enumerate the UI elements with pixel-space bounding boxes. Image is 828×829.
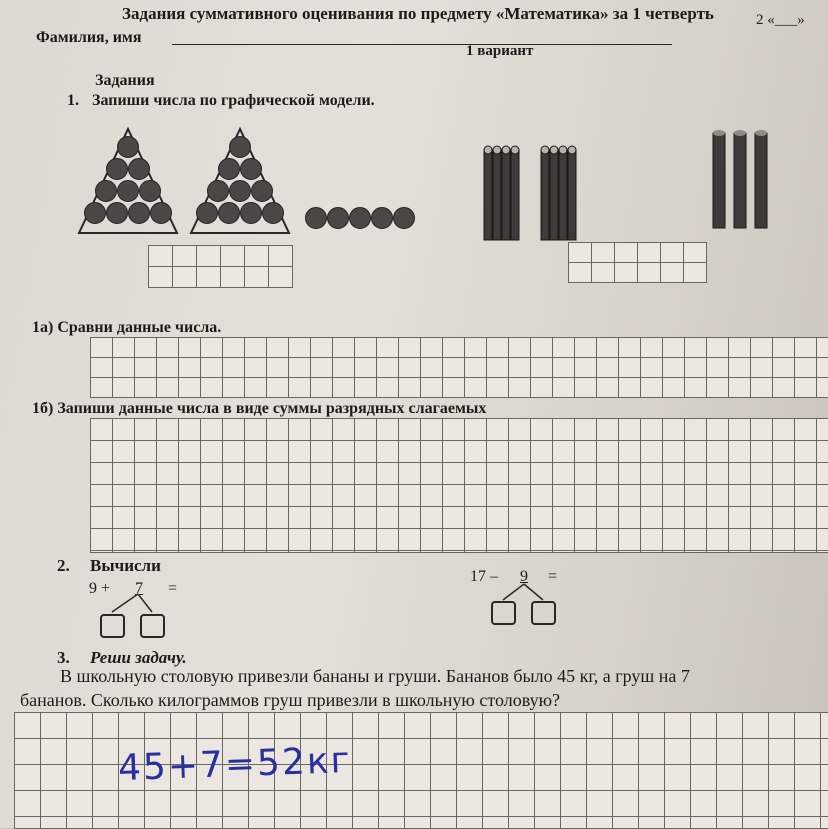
ten-bundle-top <box>502 146 510 154</box>
name-label: Фамилия, имя <box>36 29 142 46</box>
ten-bundle-stick <box>511 150 519 240</box>
hundred-triangle-ball <box>129 159 150 180</box>
grade-label: 2 «___» <box>756 12 805 28</box>
ten-bundle-stick <box>541 150 549 240</box>
unit-ball <box>394 208 415 229</box>
single-stick <box>755 133 767 228</box>
task2-text: Вычисли <box>90 556 161 575</box>
unit-ball <box>328 208 349 229</box>
single-stick <box>713 133 725 228</box>
compare-grid[interactable] <box>90 337 828 398</box>
task1a-text: 1а) Сравни данные числа. <box>32 319 222 336</box>
hundred-triangle-ball <box>96 181 117 202</box>
hundred-triangle-ball <box>219 203 240 224</box>
expr2-split-box-right[interactable] <box>531 601 556 625</box>
ten-bundle-top <box>484 146 492 154</box>
answer-grid-1[interactable] <box>148 245 293 288</box>
hundred-triangle-ball <box>230 181 251 202</box>
ten-bundle-stick <box>502 150 510 240</box>
hundred-triangle-ball <box>118 181 139 202</box>
answer-grid-2[interactable] <box>568 242 707 283</box>
single-stick-top <box>713 130 725 136</box>
hundred-triangle-ball <box>263 203 284 224</box>
ten-bundle-stick <box>559 150 567 240</box>
hundred-triangle-ball <box>197 203 218 224</box>
hundred-triangle-ball <box>252 181 273 202</box>
expr1-split-box-right[interactable] <box>140 614 165 638</box>
hundred-triangle-ball <box>241 203 262 224</box>
task2-number: 2. <box>57 556 70 575</box>
hundred-triangle-ball <box>85 203 106 224</box>
unit-ball <box>372 208 393 229</box>
single-stick-top <box>734 130 746 136</box>
hundred-triangle-ball <box>151 203 172 224</box>
expr1-operand: 9 + <box>89 580 111 597</box>
ten-bundle-top <box>511 146 519 154</box>
task3-text: Реши задачу. <box>90 648 187 667</box>
hundred-triangle-ball <box>219 159 240 180</box>
expr1-addend: 7 <box>135 580 143 597</box>
expr2-equals: = <box>548 568 558 585</box>
graphic-model <box>0 0 828 260</box>
task1-number: 1. <box>67 92 79 109</box>
unit-ball <box>306 208 327 229</box>
hundred-triangle-ball <box>208 181 229 202</box>
handwritten-answer: 45+7=52кг <box>117 739 353 790</box>
ten-bundle-stick <box>568 150 576 240</box>
ten-bundle-stick <box>493 150 501 240</box>
expr1-split-box-left[interactable] <box>100 614 125 638</box>
hundred-triangle-ball <box>241 159 262 180</box>
hundred-triangle-ball <box>140 181 161 202</box>
ten-bundle-top <box>550 146 558 154</box>
hundred-triangle-ball <box>107 159 128 180</box>
unit-ball <box>350 208 371 229</box>
ten-bundle-top <box>559 146 567 154</box>
single-stick <box>734 133 746 228</box>
task3-number: 3. <box>57 648 70 667</box>
hundred-triangle-ball <box>129 203 150 224</box>
expr2-subtrahend: 9 <box>520 568 528 585</box>
ten-bundle-stick <box>484 150 492 240</box>
task3-problem-line1: В школьную столовую привезли бананы и груши. Бананов было 45 кг, а груш на 7 <box>60 666 690 686</box>
ten-bundle-stick <box>550 150 558 240</box>
hundred-triangle-ball <box>107 203 128 224</box>
hundred-triangle-ball <box>230 137 251 158</box>
expr2-operand: 17 – <box>470 568 498 585</box>
expr1-equals: = <box>168 580 178 597</box>
ten-bundle-top <box>493 146 501 154</box>
ten-bundle-top <box>541 146 549 154</box>
variant-label: 1 вариант <box>466 43 534 59</box>
hundred-triangle-ball <box>118 137 139 158</box>
expanded-form-grid[interactable] <box>90 418 828 553</box>
ten-bundle-top <box>568 146 576 154</box>
single-stick-top <box>755 130 767 136</box>
task3-problem-line2: бананов. Сколько килограммов груш привезли в школьную столовую? <box>20 690 561 710</box>
task1-text: Запиши числа по графической модели. <box>92 92 375 109</box>
expr2-split-box-left[interactable] <box>491 601 516 625</box>
tasks-heading: Задания <box>95 72 155 89</box>
worksheet-title: Задания суммативного оценивания по предмету «Математика» за 1 четверть <box>122 4 714 23</box>
task1b-text: 1б) Запиши данные числа в виде суммы разрядных слагаемых <box>32 400 487 417</box>
